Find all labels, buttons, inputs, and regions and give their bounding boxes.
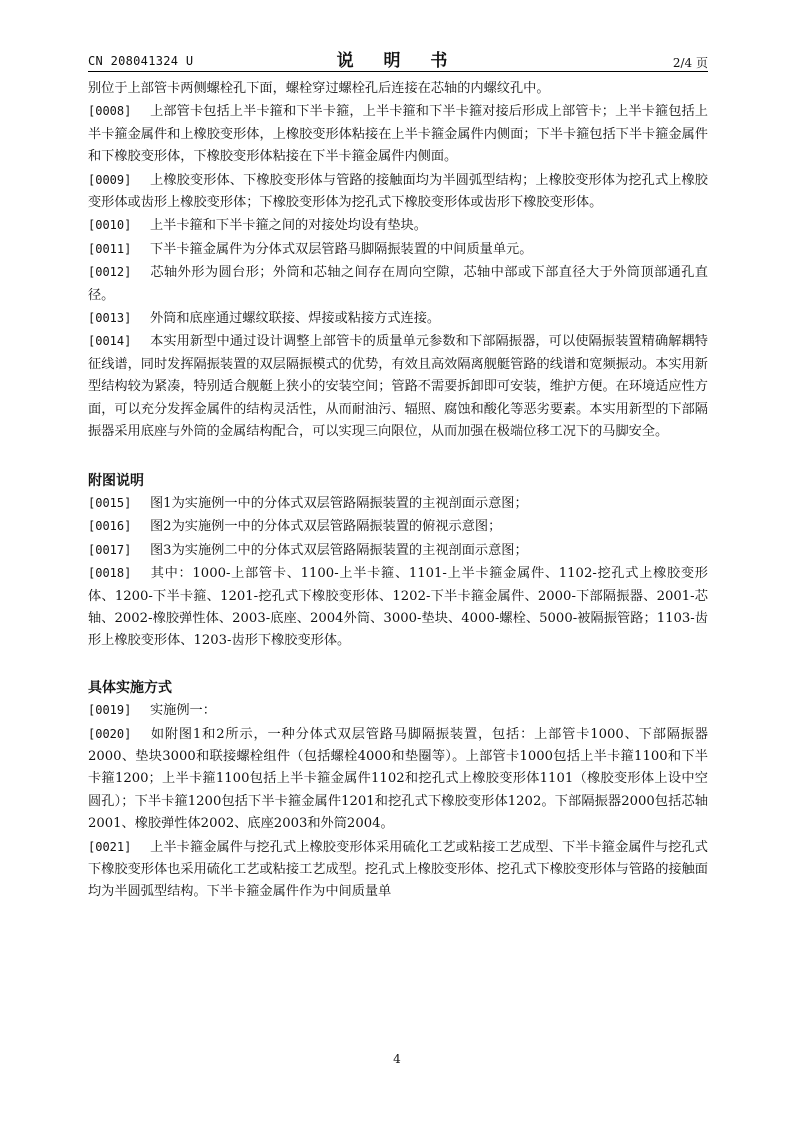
section-title-embodiment: 具体实施方式 <box>88 679 172 696</box>
paragraph-number: [0008] <box>88 104 132 119</box>
paragraph-text: 芯轴外形为圆台形；外筒和芯轴之间存在周向空隙，芯轴中部或下部直径大于外筒顶部通孔直径。 <box>88 265 708 303</box>
paragraph-number: [0018] <box>88 566 132 581</box>
paragraph-text: 上部管卡包括上半卡箍和下半卡箍，上半卡箍和下半卡箍对接后形成上部管卡；上半卡箍包括上半卡箍金属件和上橡胶变形体，上橡胶变形体粘接在上半卡箍金属件内侧面；下半卡箍包括下半卡箍金属件和下橡胶变形体，下橡胶变形体粘接在下半卡箍金属件内侧面。 <box>88 104 708 165</box>
paragraph-text: 上半卡箍和下半卡箍之间的对接处均设有垫块。 <box>150 218 427 234</box>
continued-text: 别位于上部管卡两侧螺栓孔下面，螺栓穿过螺栓孔后连接在芯轴的内螺纹孔中。 <box>88 81 550 96</box>
header-rule <box>88 71 708 72</box>
paragraph-text: 图3为实施例二中的分体式双层管路隔振装置的主视剖面示意图； <box>150 542 528 558</box>
paragraph-text: 本实用新型中通过设计调整上部管卡的质量单元参数和下部隔振器，可以使隔振装置精确解耦特征线谱，同时发挥隔振装置的双层隔振模式的优势，有效且高效隔离舰艇管路的线谱和宽频振动。本实用新型结构较为紧凑，特别适合舰艇上狭小的安装空间；管路不需要拆卸即可安装，维护方便。在环境适应性方面，可以充分发挥金属件的结构灵活性，从而耐油污、辐照、腐蚀和酸化等恶劣要素。本实用新型的下部隔振器采用底座与外筒的金属结构配合，可以实现三向限位，从而加强在极端位移工况下的马脚安全。 <box>88 334 708 440</box>
paragraph-group-figures <box>88 492 708 653</box>
page-number: 4 <box>393 1052 401 1066</box>
paragraph <box>88 562 708 653</box>
paragraph-number: [0020] <box>88 726 132 741</box>
paragraph-number: [0011] <box>88 241 132 256</box>
paragraph-number: [0017] <box>88 542 132 557</box>
paragraph-number: [0012] <box>88 265 132 280</box>
paragraph-text: 实施例一： <box>150 703 216 719</box>
paragraph-number: [0014] <box>88 334 132 349</box>
paragraph-text: 上橡胶变形体、下橡胶变形体与管路的接触面均为半圆弧型结构；上橡胶变形体为挖孔式上橡胶变形体或齿形上橡胶变形体；下橡胶变形体为挖孔式下橡胶变形体或齿形下橡胶变形体。 <box>88 172 708 211</box>
paragraph <box>88 723 708 836</box>
section-title-figures: 附图说明 <box>88 472 144 489</box>
paragraph-number: [0015] <box>88 495 132 510</box>
paragraph <box>88 214 708 237</box>
document-title: 说 明 书 <box>336 51 460 71</box>
paragraph <box>88 261 708 307</box>
paragraph-number: [0019] <box>88 703 132 718</box>
paragraph <box>88 515 708 538</box>
paragraph-text: 其中：1000-上部管卡、1100-上半卡箍、1101-上半卡箍金属件、1102-挖孔式上橡胶变形体、1200-下半卡箍、1201-挖孔式下橡胶变形体、1202-下半卡箍金属件、2000-下部隔振器、2001-芯轴、2002-橡胶弹性体、2003-底座、2004外筒、3000-垫块、4000-螺栓、5000-被隔振管路；1103-齿形上橡胶变形体、1203-齿形下橡胶变形体。 <box>88 566 708 649</box>
paragraph <box>88 238 708 261</box>
paragraph-text: 图2为实施例一中的分体式双层管路隔振装置的俯视示意图； <box>150 519 502 535</box>
paragraph-number: [0010] <box>88 218 132 233</box>
paragraph-text: 如附图1和2所示，一种分体式双层管路马脚隔振装置，包括：上部管卡1000、下部隔振器2000、垫块3000和联接螺栓组件（包括螺栓4000和垫圈等）。上部管卡1000包括上半卡箍1100和下半卡箍1200；上半卡箍1100包括上半卡箍金属件1102和挖孔式上橡胶变形体1101（橡胶变形体上设中空圆孔）；下半卡箍1200包括下半卡箍金属件1201和挖孔式下橡胶变形体1202。下部隔振器2000包括芯轴2001、橡胶弹性体2002、底座2003和外筒2004。 <box>88 726 708 832</box>
paragraph-text: 图1为实施例一中的分体式双层管路隔振装置的主视剖面示意图； <box>150 495 528 511</box>
patent-number: CN 208041324 U <box>88 54 194 68</box>
paragraph-number: [0016] <box>88 519 132 534</box>
paragraph <box>88 100 708 168</box>
paragraph <box>88 330 708 443</box>
paragraph-number: [0021] <box>88 839 132 854</box>
document-body <box>88 78 708 904</box>
paragraph-number: [0013] <box>88 311 132 326</box>
paragraph <box>88 492 708 515</box>
paragraph <box>88 539 708 562</box>
paragraph <box>88 307 708 330</box>
paragraph-text: 外筒和底座通过螺纹联接、焊接或粘接方式连接。 <box>150 311 441 327</box>
paragraph-group-embodiment <box>88 699 708 904</box>
paragraph <box>88 836 708 904</box>
paragraph-text: 上半卡箍金属件与挖孔式上橡胶变形体采用硫化工艺或粘接工艺成型、下半卡箍金属件与挖孔式下橡胶变形体也采用硫化工艺或粘接工艺成型。挖孔式上橡胶变形体、挖孔式下橡胶变形体与管路的接触面均为半圆弧型结构。下半卡箍金属件作为中间质量单 <box>88 839 708 900</box>
paragraph <box>88 169 708 215</box>
paragraph-group-summary <box>88 100 708 443</box>
paragraph-text: 下半卡箍金属件为分体式双层管路马脚隔振装置的中间质量单元。 <box>150 241 533 257</box>
page-indicator: 2/4 页 <box>672 56 708 70</box>
page-header <box>88 44 708 72</box>
paragraph-number: [0009] <box>88 172 132 187</box>
paragraph <box>88 699 708 722</box>
